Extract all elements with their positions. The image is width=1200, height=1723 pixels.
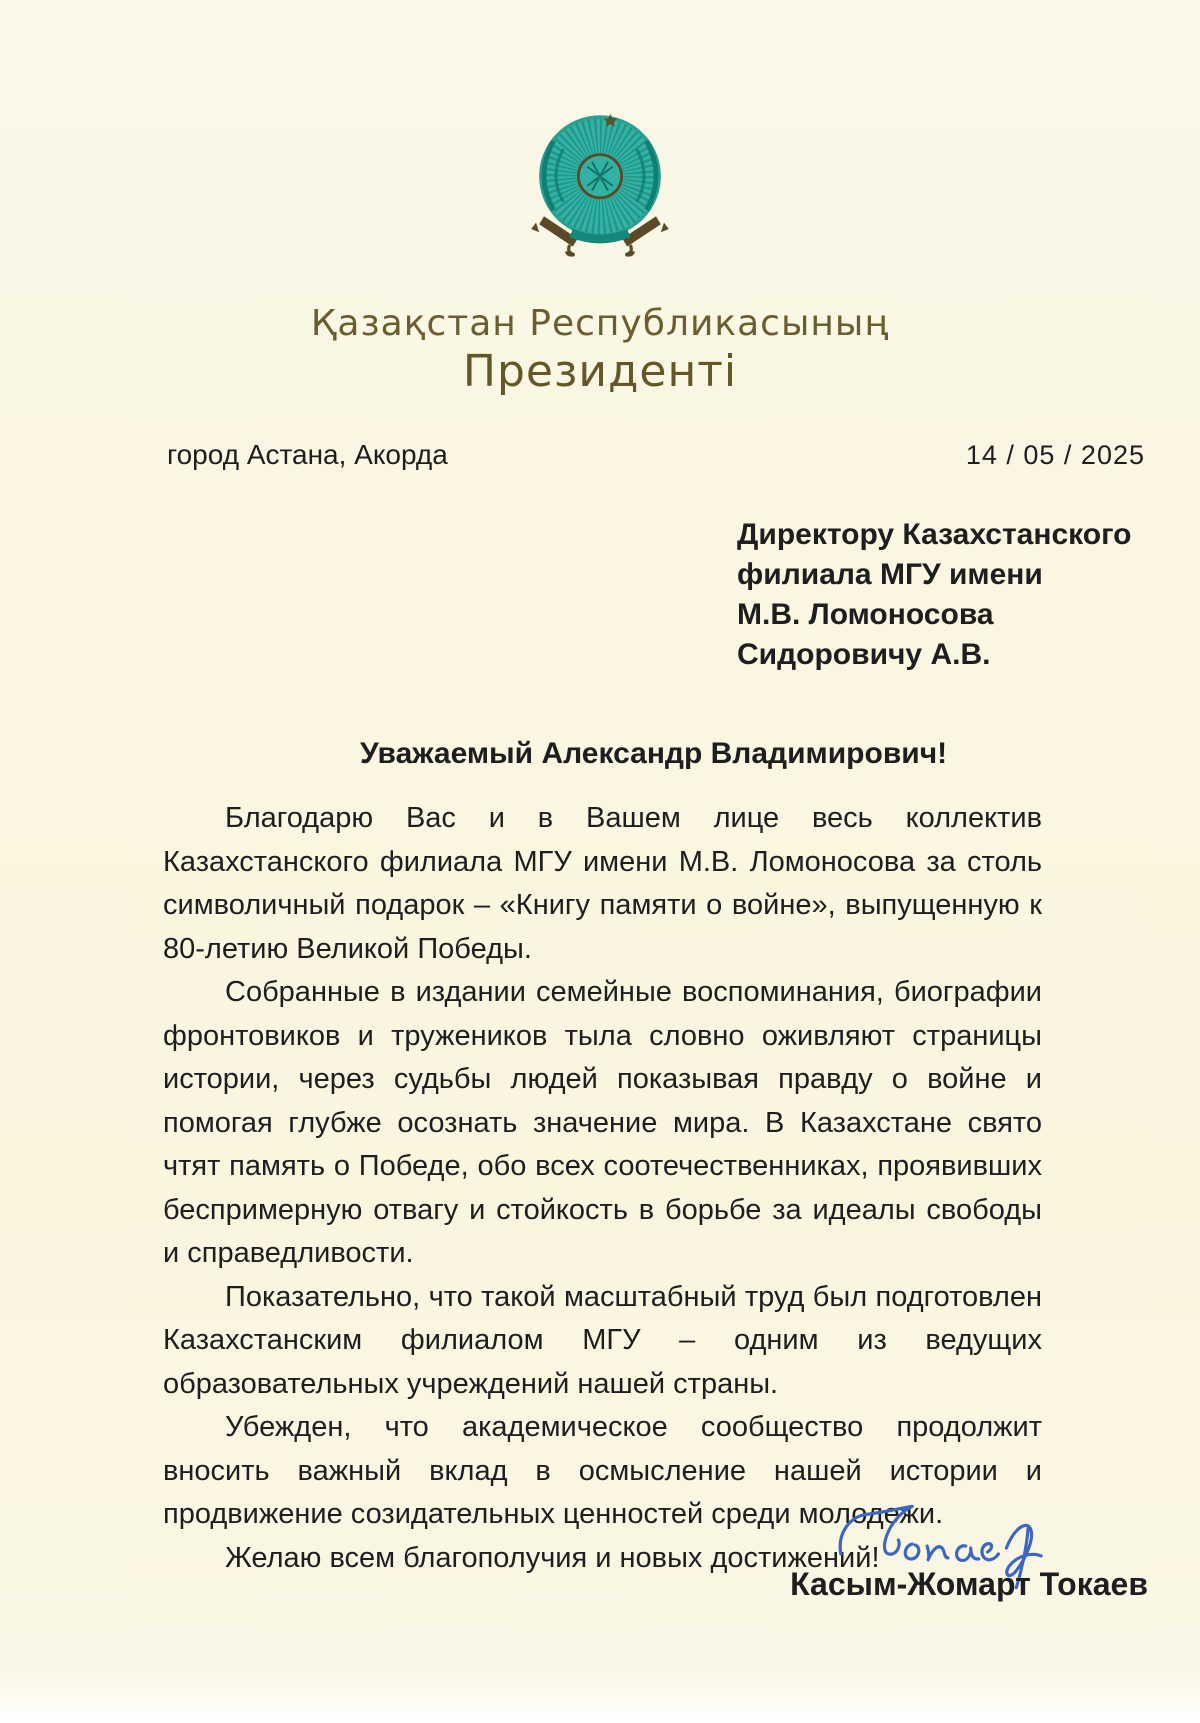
recipient-line: Директору Казахстанского [737, 518, 1132, 551]
date-line: 14 / 05 / 2025 [965, 440, 1145, 470]
body-paragraph: Благодарю Вас и в Вашем лице весь коллектив Казахстанского филиала МГУ имени М.В. Ломоносова за столь символичный подарок – «Книгу памяти о войне», выпущенную к 80-летию Великой Победы. [163, 802, 1042, 965]
letterhead-title: Президенті [462, 346, 738, 397]
recipient-line: М.В. Ломоносова [737, 598, 994, 631]
letterhead [0, 0, 1200, 397]
scan-edge [0, 1716, 1200, 1723]
letterhead-org-line: Қазақстан Республикасының [310, 303, 890, 344]
salutation: Уважаемый Александр Владимирович! [360, 737, 948, 770]
place-line: город Астана, Акорда [167, 439, 448, 470]
recipient-line: филиала МГУ имени [737, 558, 1043, 591]
recipient-line: Сидоровичу А.В. [737, 638, 991, 671]
kazakhstan-coat-of-arms-icon [520, 96, 680, 266]
letter-body [163, 797, 1042, 1580]
body-paragraph: Показательно, что такой масштабный труд был подготовлен Казахстанским филиалом МГУ – одним из ведущих образовательных учреждений нашей страны. [163, 1280, 1042, 1400]
body-paragraph: Собранные в издании семейные воспоминания, биографии фронтовиков и тружеников тыла словно оживляют страницы истории, через судьбы людей показывая правду о войне и помогая глубже осознать значение мира. В Казахстане свято чтят память о Победе, обо всех соотечественниках, проявивших беспримерную отвагу и стойкость в борьбе за идеалы свободы и справедливости. [163, 976, 1042, 1269]
body-paragraph: Убежден, что академическое сообщество продолжит вносить важный вклад в осмысление нашей истории и продвижение созидательных ценностей среди молодежи. [163, 1411, 1042, 1530]
recipient-block [737, 515, 1200, 675]
signer-name: Касым-Жомарт Токаев [790, 1566, 1148, 1602]
body-paragraph: Желаю всем благополучия и новых достижений! [225, 1541, 880, 1574]
meta-row [167, 439, 1145, 471]
